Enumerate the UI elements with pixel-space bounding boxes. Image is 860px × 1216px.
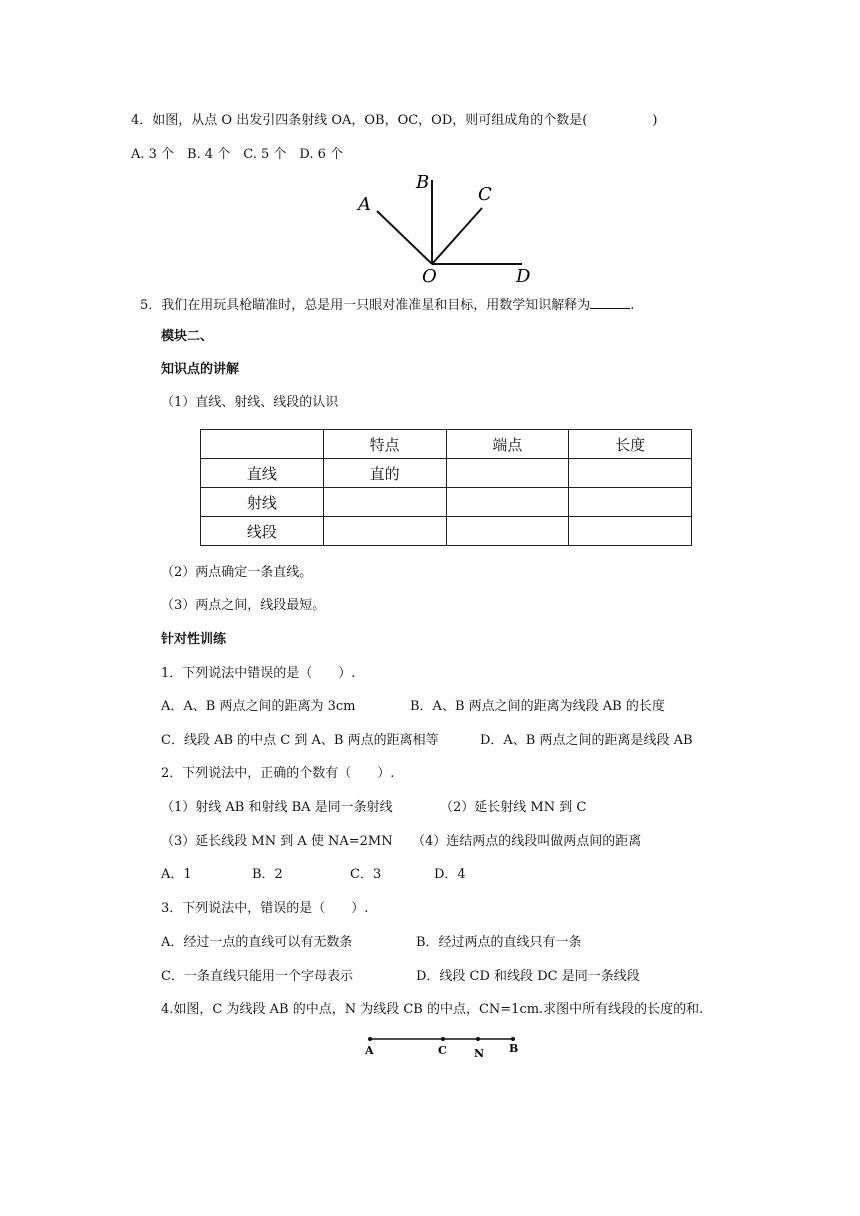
point-b <box>511 1037 515 1041</box>
point-n <box>476 1037 480 1041</box>
segment-figure <box>360 1030 530 1066</box>
label-b: B <box>416 172 430 193</box>
t2-option-b: B．2 <box>252 867 283 882</box>
t1-option-a: A．A、B 两点之间的距离为 3cm <box>161 699 356 714</box>
ray-oc <box>432 208 482 264</box>
t3-stem: 3．下列说法中，错误的是（ ）. <box>161 901 369 916</box>
point-c <box>441 1037 445 1041</box>
table-cell <box>446 459 569 488</box>
label-o: O <box>422 266 437 286</box>
point-a <box>368 1037 372 1041</box>
table-cell <box>446 517 569 546</box>
seg-label-a: A <box>365 1044 374 1057</box>
table-cell <box>569 459 692 488</box>
rays-figure <box>350 168 540 286</box>
label-d: D <box>516 266 531 286</box>
point-2: （2）两点确定一条直线。 <box>161 565 313 580</box>
t3-option-a: A．经过一点的直线可以有无数条 <box>161 935 353 950</box>
q5-text: 5．我们在用玩具枪瞄准时，总是用一只眼对准准星和目标，用数学知识解释为 <box>140 298 591 313</box>
q5-stem <box>140 296 634 315</box>
table-cell <box>323 517 446 546</box>
q4-stem: 4．如图，从点 O 出发引四条射线 OA，OB，OC，OD，则可组成角的个数是( ) <box>131 113 658 128</box>
t2-option-a: A．1 <box>161 867 192 882</box>
table-header: 端点 <box>446 430 569 459</box>
t3-option-d: D．线段 CD 和线段 DC 是同一条线段 <box>416 969 640 984</box>
table-row <box>201 459 692 488</box>
seg-label-c: C <box>438 1044 447 1057</box>
t4-stem: 4.如图，C 为线段 AB 的中点，N 为线段 CB 的中点，CN=1cm.求图中所有线段的长度的和. <box>161 1002 704 1017</box>
point-1: （1）直线、射线、线段的认识 <box>161 395 339 410</box>
t2-statement-2: （2）延长射线 MN 到 C <box>440 800 587 815</box>
t2-statement-3: （3）延长线段 MN 到 A 使 NA=2MN <box>161 834 393 849</box>
training-title: 针对性训练 <box>161 632 227 647</box>
label-c: C <box>478 184 492 205</box>
seg-label-b: B <box>509 1042 519 1055</box>
t1-stem: 1．下列说法中错误的是（ ）. <box>161 666 356 681</box>
t2-stem: 2．下列说法中，正确的个数有（ ）. <box>161 766 395 781</box>
table-cell <box>569 517 692 546</box>
label-a: A <box>358 194 371 215</box>
table-cell <box>323 488 446 517</box>
table-cell: 线段 <box>201 517 324 546</box>
table-header: 长度 <box>569 430 692 459</box>
t1-option-c: C．线段 AB 的中点 C 到 A、B 两点的距离相等 <box>161 733 439 748</box>
answer-blank <box>590 296 630 309</box>
t2-statement-4: （4）连结两点的线段叫做两点间的距离 <box>412 834 642 849</box>
table-row <box>201 488 692 517</box>
table-cell <box>446 488 569 517</box>
t3-option-b: B．经过两点的直线只有一条 <box>416 935 582 950</box>
table-cell: 射线 <box>201 488 324 517</box>
t2-option-d: D．4 <box>434 867 466 882</box>
table-header-row <box>201 430 692 459</box>
knowledge-table <box>200 429 692 546</box>
q5-end: . <box>630 298 635 313</box>
table-cell: 直的 <box>323 459 446 488</box>
seg-label-n: N <box>474 1047 485 1060</box>
t3-option-c: C．一条直线只能用一个字母表示 <box>161 969 353 984</box>
table-cell <box>569 488 692 517</box>
table-row <box>201 517 692 546</box>
t2-statement-1: （1）射线 AB 和射线 BA 是同一条射线 <box>161 800 393 815</box>
t2-option-c: C．3 <box>350 867 382 882</box>
table-header <box>201 430 324 459</box>
table-header: 特点 <box>323 430 446 459</box>
t1-option-b: B．A、B 两点之间的距离为线段 AB 的长度 <box>410 699 665 714</box>
t1-option-d: D．A、B 两点之间的距离是线段 AB <box>480 733 693 748</box>
table-cell: 直线 <box>201 459 324 488</box>
ray-oa <box>377 211 432 264</box>
point-3: （3）两点之间，线段最短。 <box>161 598 326 613</box>
module-title: 模块二、 <box>161 329 214 344</box>
q4-options: A. 3 个 B. 4 个 C. 5 个 D. 6 个 <box>131 147 344 162</box>
knowledge-title: 知识点的讲解 <box>161 362 240 377</box>
